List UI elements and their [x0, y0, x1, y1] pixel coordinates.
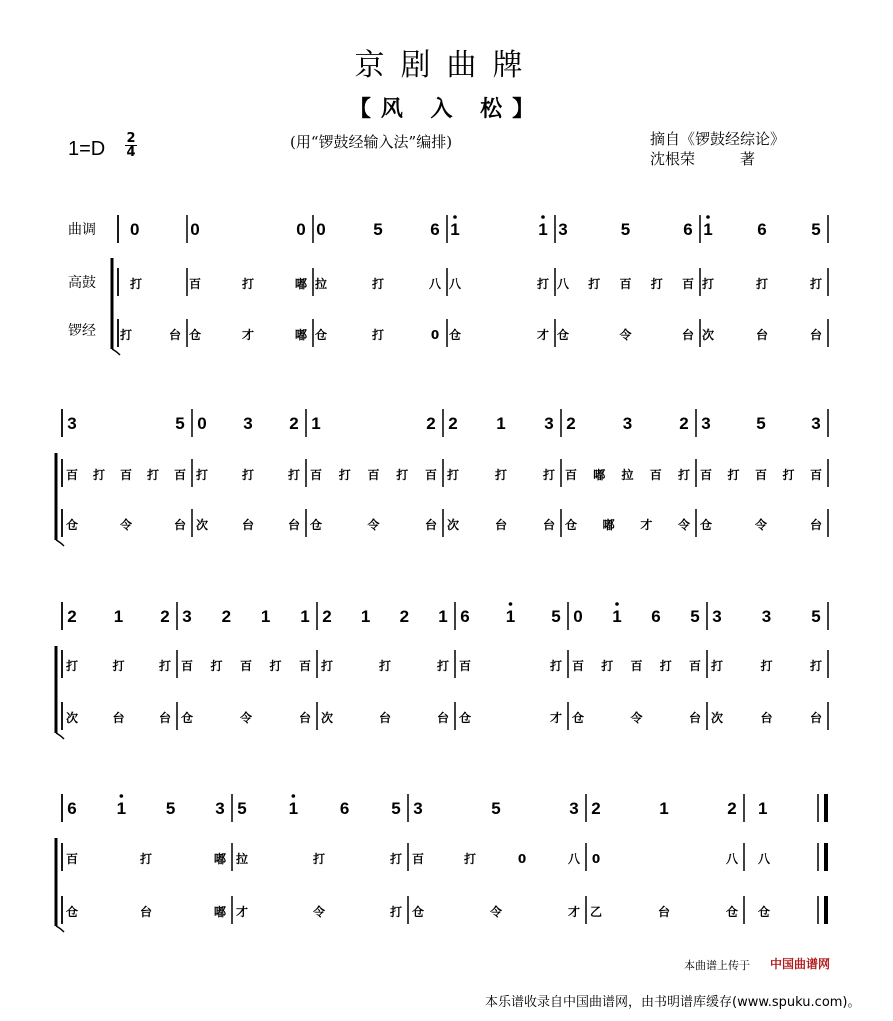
drum-syllable: 百 [173, 468, 187, 482]
gong-syllable: 台 [112, 711, 125, 725]
drum-syllable: 打 [446, 468, 460, 482]
drum-syllable: 八 [428, 277, 442, 291]
drum-syllable: 八 [725, 852, 739, 866]
gong-syllable: 令 [754, 518, 768, 532]
melody-note: 3 [701, 414, 711, 433]
gong-syllable: 仓 [65, 518, 79, 532]
melody-note: 5 [175, 414, 185, 433]
melody-note: 2 [160, 607, 170, 626]
drum-syllable: 百 [754, 468, 768, 482]
high-octave-dot [541, 215, 545, 219]
melody-note: 0 [130, 220, 140, 239]
high-octave-dot [120, 794, 124, 798]
gong-syllable: 仓 [556, 328, 570, 342]
drum-syllable: 打 [782, 468, 795, 482]
melody-note: 3 [622, 414, 633, 433]
drum-syllable: 打 [146, 468, 160, 482]
melody-note: 6 [683, 220, 693, 239]
melody-note: 3 [413, 799, 423, 818]
melody-note: 6 [757, 220, 767, 239]
drum-syllable: 百 [458, 659, 472, 673]
melody-note: 1 [538, 220, 548, 239]
melody-note: 1 [113, 607, 124, 626]
gong-syllable: 台 [139, 905, 153, 919]
melody-note: 2 [221, 607, 232, 626]
drum-syllable: 八 [758, 852, 771, 866]
drum-syllable: 打 [139, 852, 153, 866]
melody-note: 1 [288, 799, 299, 818]
melody-note: 3 [215, 799, 225, 818]
melody-note: 3 [67, 414, 77, 433]
melody-note: 0 [296, 220, 306, 239]
gong-syllable: 次 [701, 328, 715, 342]
drum-syllable: 打 [92, 468, 106, 482]
melody-note: 6 [651, 607, 661, 626]
drum-syllable: 百 [619, 277, 632, 291]
melody-note: 2 [399, 607, 410, 626]
gong-syllable: 台 [755, 328, 769, 342]
gong-syllable: 仓 [448, 328, 462, 342]
melody-note: 5 [373, 220, 383, 239]
drum-syllable: 八 [448, 277, 462, 291]
gong-syllable: 令 [677, 518, 691, 532]
gong-syllable: 台 [424, 518, 438, 532]
gong-syllable: 令 [489, 905, 503, 919]
drum-syllable: 打 [677, 468, 691, 482]
drum-syllable: 打 [542, 468, 556, 482]
gong-syllable: 令 [630, 711, 643, 725]
gong-syllable: 次 [195, 518, 209, 532]
arrangement-note: (用“锣鼓经输入法”编排) [290, 133, 453, 151]
gong-syllable: 次 [320, 711, 334, 725]
gong-syllable: 打 [119, 328, 133, 342]
gong-syllable: 台 [287, 518, 301, 532]
melody-note: 2 [426, 414, 436, 433]
gong-syllable: 嘟 [602, 518, 615, 532]
row-label-gong: 锣经 [68, 323, 96, 339]
drum-syllable: 打 [710, 659, 724, 673]
drum-syllable: 百 [688, 659, 702, 673]
gong-syllable: 令 [119, 518, 133, 532]
high-octave-dot [453, 215, 457, 219]
melody-note: 1 [360, 607, 371, 626]
melody-note: 6 [460, 607, 470, 626]
melody-note: 1 [300, 607, 310, 626]
row-label-melody: 曲调 [68, 222, 96, 238]
gong-syllable: 才 [235, 905, 249, 919]
gong-syllable: 0 [430, 328, 440, 342]
drum-syllable: 打 [701, 277, 715, 291]
row-label-drum: 高鼓 [68, 275, 96, 291]
melody-note: 1 [758, 799, 768, 818]
melody-note: 1 [116, 799, 127, 818]
melody-note: 5 [811, 220, 821, 239]
gong-syllable: 台 [494, 518, 508, 532]
melody-note: 1 [703, 220, 713, 239]
gong-syllable: 台 [542, 518, 556, 532]
gong-syllable: 打 [389, 905, 403, 919]
gong-syllable: 才 [536, 328, 550, 342]
gong-syllable: 台 [158, 711, 172, 725]
melody-note: 1 [505, 607, 516, 626]
drum-syllable: 打 [588, 277, 601, 291]
gong-syllable: 嘟 [213, 905, 227, 919]
melody-note: 1 [450, 220, 460, 239]
drum-syllable: 打 [396, 468, 409, 482]
gong-syllable: 台 [436, 711, 450, 725]
drum-syllable: 打 [312, 852, 326, 866]
gong-syllable: 台 [378, 711, 392, 725]
melody-note: 0 [316, 220, 326, 239]
melody-note: 1 [311, 414, 321, 433]
drum-syllable: 打 [269, 659, 282, 673]
drum-syllable: 打 [809, 659, 823, 673]
drum-syllable: 百 [180, 659, 194, 673]
gong-syllable: 台 [168, 328, 182, 342]
melody-note: 5 [391, 799, 401, 818]
gong-syllable: 才 [549, 711, 563, 725]
melody-note: 2 [679, 414, 689, 433]
melody-note: 3 [761, 607, 772, 626]
drum-syllable: 嘟 [213, 852, 227, 866]
drum-syllable: 打 [536, 277, 550, 291]
gong-syllable: 仓 [65, 905, 79, 919]
high-octave-dot [509, 602, 513, 606]
gong-syllable: 才 [241, 328, 255, 342]
melody-note: 3 [811, 414, 821, 433]
gong-syllable: 台 [681, 328, 695, 342]
page-title: 京剧曲牌 [354, 48, 539, 83]
drum-syllable: 打 [389, 852, 403, 866]
time-denominator: 4 [126, 145, 136, 160]
melody-note: 6 [430, 220, 440, 239]
drum-syllable: 拉 [314, 277, 328, 291]
bracket-hook [56, 540, 64, 546]
drum-syllable: 嘟 [294, 277, 308, 291]
drum-syllable: 打 [210, 659, 223, 673]
gong-syllable: 令 [619, 328, 632, 342]
bracket-hook [56, 926, 64, 932]
drum-syllable: 打 [65, 659, 79, 673]
time-numerator: 2 [126, 131, 136, 146]
gong-syllable: 台 [809, 711, 823, 725]
source-line-1: 摘自《锣鼓经综论》 [650, 130, 786, 148]
drum-syllable: 百 [309, 468, 323, 482]
drum-syllable: 打 [371, 277, 385, 291]
gong-syllable: 台 [657, 905, 671, 919]
gong-syllable: 仓 [571, 711, 585, 725]
site-logo: 中国曲谱网 [770, 957, 831, 971]
drum-syllable: 百 [411, 852, 425, 866]
gong-syllable: 才 [567, 905, 581, 919]
gong-syllable: 仓 [188, 328, 202, 342]
drum-syllable: 百 [188, 277, 202, 291]
bracket-hook [112, 349, 120, 355]
drum-syllable: 百 [239, 659, 253, 673]
drum-syllable: 打 [241, 277, 255, 291]
gong-syllable: 仓 [309, 518, 323, 532]
drum-syllable: 打 [809, 277, 823, 291]
upload-note: 本曲谱上传于 [684, 959, 750, 972]
gong-syllable: 次 [65, 711, 79, 725]
gong-syllable: 仓 [180, 711, 194, 725]
melody-note: 2 [591, 799, 601, 818]
drum-syllable: 百 [630, 659, 643, 673]
gong-syllable: 台 [298, 711, 312, 725]
gong-syllable: 台 [173, 518, 187, 532]
gong-syllable: 才 [640, 518, 653, 532]
drum-syllable: 打 [320, 659, 334, 673]
melody-note: 1 [496, 414, 506, 433]
drum-syllable: 0 [517, 852, 527, 866]
melody-note: 5 [165, 799, 176, 818]
drum-syllable: 打 [195, 468, 209, 482]
drum-syllable: 百 [65, 852, 79, 866]
gong-syllable: 台 [760, 711, 773, 725]
drum-syllable: 八 [567, 852, 581, 866]
gong-syllable: 台 [809, 518, 823, 532]
melody-note: 2 [322, 607, 332, 626]
drum-syllable: 打 [755, 277, 769, 291]
melody-note: 1 [612, 607, 622, 626]
footer-text: 本乐谱收录自中国曲谱网，由书明谱库缓存(www.spuku.com)。 [485, 995, 861, 1010]
drum-syllable: 百 [681, 277, 695, 291]
drum-syllable: 打 [158, 659, 172, 673]
melody-note: 0 [573, 607, 583, 626]
gong-syllable: 令 [367, 518, 380, 532]
drum-syllable: 打 [601, 659, 614, 673]
drum-syllable: 打 [494, 468, 508, 482]
drum-syllable: 百 [298, 659, 312, 673]
drum-syllable: 打 [760, 659, 773, 673]
melody-note: 3 [558, 220, 568, 239]
drum-syllable: 百 [571, 659, 585, 673]
drum-syllable: 打 [241, 468, 255, 482]
melody-note: 2 [727, 799, 737, 818]
melody-note: 1 [438, 607, 448, 626]
gong-syllable: 仓 [314, 328, 328, 342]
melody-note: 3 [243, 414, 253, 433]
drum-syllable: 打 [287, 468, 301, 482]
drum-syllable: 打 [549, 659, 563, 673]
high-octave-dot [615, 602, 619, 606]
drum-syllable: 打 [112, 659, 125, 673]
melody-note: 0 [197, 414, 207, 433]
high-octave-dot [292, 794, 296, 798]
drum-syllable: 八 [556, 277, 570, 291]
gong-syllable: 次 [446, 518, 460, 532]
drum-syllable: 拉 [235, 852, 249, 866]
melody-note: 5 [811, 607, 821, 626]
gong-syllable: 台 [241, 518, 255, 532]
gong-syllable: 仓 [758, 905, 771, 919]
drum-syllable: 打 [130, 277, 143, 291]
drum-syllable: 打 [463, 852, 477, 866]
bracket-hook [56, 733, 64, 739]
key-signature: 1=D [68, 138, 106, 160]
drum-syllable: 打 [659, 659, 672, 673]
drum-syllable: 百 [564, 468, 578, 482]
drum-syllable: 嘟 [593, 468, 606, 482]
high-octave-dot [706, 215, 710, 219]
gong-syllable: 嘟 [294, 328, 308, 342]
drum-syllable: 打 [650, 277, 663, 291]
drum-syllable: 百 [119, 468, 133, 482]
melody-note: 5 [237, 799, 247, 818]
drum-syllable: 百 [424, 468, 438, 482]
melody-note: 5 [551, 607, 561, 626]
gong-syllable: 台 [688, 711, 702, 725]
drum-syllable: 百 [649, 468, 662, 482]
melody-note: 2 [67, 607, 77, 626]
melody-note: 5 [491, 799, 501, 818]
drum-syllable: 百 [65, 468, 79, 482]
drum-syllable: 百 [809, 468, 823, 482]
gong-syllable: 仓 [725, 905, 739, 919]
melody-note: 5 [690, 607, 700, 626]
melody-note: 2 [289, 414, 299, 433]
drum-syllable: 0 [591, 852, 601, 866]
melody-note: 2 [448, 414, 458, 433]
drum-syllable: 拉 [621, 468, 634, 482]
gong-syllable: 仓 [564, 518, 578, 532]
piece-subtitle: 【风 入 松】 [348, 96, 545, 122]
melody-note: 5 [756, 414, 766, 433]
melody-note: 3 [182, 607, 192, 626]
gong-syllable: 令 [312, 905, 326, 919]
melody-note: 5 [620, 220, 631, 239]
melody-note: 6 [339, 799, 350, 818]
gong-syllable: 打 [371, 328, 385, 342]
gong-syllable: 仓 [699, 518, 713, 532]
gong-syllable: 台 [809, 328, 823, 342]
gong-syllable: 仓 [458, 711, 472, 725]
melody-note: 3 [569, 799, 579, 818]
melody-note: 1 [260, 607, 271, 626]
drum-syllable: 打 [727, 468, 740, 482]
melody-note: 3 [712, 607, 722, 626]
melody-note: 3 [544, 414, 554, 433]
source-line-2: 沈根荣 著 [650, 150, 756, 168]
gong-syllable: 仓 [411, 905, 425, 919]
melody-note: 2 [566, 414, 576, 433]
gong-syllable: 乙 [589, 905, 603, 919]
melody-note: 0 [190, 220, 200, 239]
drum-syllable: 打 [378, 659, 392, 673]
drum-syllable: 百 [699, 468, 713, 482]
drum-syllable: 打 [338, 468, 351, 482]
melody-note: 6 [67, 799, 77, 818]
melody-note: 1 [659, 799, 669, 818]
gong-syllable: 次 [710, 711, 724, 725]
drum-syllable: 百 [367, 468, 380, 482]
gong-syllable: 令 [239, 711, 253, 725]
drum-syllable: 打 [436, 659, 450, 673]
